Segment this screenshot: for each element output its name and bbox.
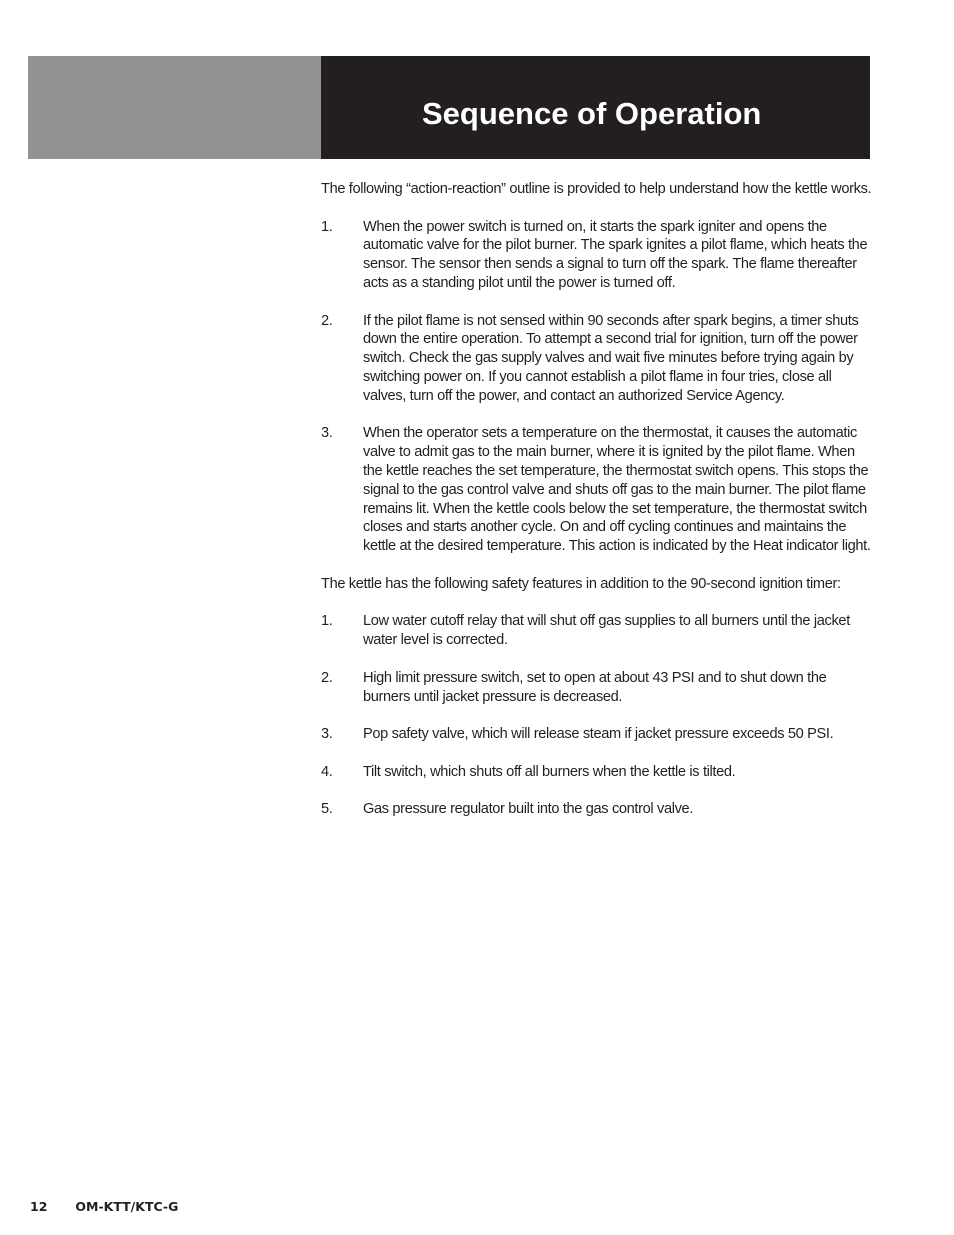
list-item xyxy=(321,218,872,293)
list-item-text: Low water cutoff relay that will shut off gas supplies to all burners until the jacket water level is corrected. xyxy=(363,613,850,649)
main-content xyxy=(321,180,872,838)
list-item-text: Pop safety valve, which will release steam if jacket pressure exceeds 50 PSI. xyxy=(363,726,834,743)
list-item xyxy=(321,669,872,707)
list-item-number: 3. xyxy=(321,425,333,442)
list-item xyxy=(321,763,872,782)
document-code: OM-KTT/KTC-G xyxy=(75,1199,179,1214)
list-item-text: High limit pressure switch, set to open at about 43 PSI and to shut down the burners until jacket pressure is decreased. xyxy=(363,669,827,705)
header-gray-block xyxy=(28,56,321,159)
operation-steps-list xyxy=(321,218,872,556)
list-item-text: When the power switch is turned on, it starts the spark igniter and opens the automatic valve for the pilot burner. The spark ignites a pilot flame, which heats the sensor. The sensor then sends a signal to turn off the spark. The flame thereafter acts as a standing pilot until the power is turned off. xyxy=(363,218,868,291)
safety-intro-paragraph: The kettle has the following safety features in addition to the 90-second ignition timer: xyxy=(321,575,841,592)
list-item-text: Gas pressure regulator built into the gas control valve. xyxy=(363,801,694,818)
list-item-text: Tilt switch, which shuts off all burners when the kettle is tilted. xyxy=(363,763,736,780)
list-item-number: 5. xyxy=(321,801,333,818)
list-item xyxy=(321,612,872,650)
list-item-number: 2. xyxy=(321,669,333,686)
list-item-number: 1. xyxy=(321,613,333,630)
list-item xyxy=(321,312,872,406)
list-item xyxy=(321,424,872,556)
page-footer xyxy=(30,1198,178,1216)
safety-features-list xyxy=(321,612,872,819)
list-item xyxy=(321,725,872,744)
intro-paragraph: The following “action-reaction” outline is provided to help understand how the kettle works. xyxy=(321,181,872,197)
page-number: 12 xyxy=(30,1199,48,1214)
list-item-text: If the pilot flame is not sensed within 90 seconds after spark begins, a timer shuts down the entire operation. To attempt a second trial for ignition, turn off the power switch. Check the gas supply valves and wait five minutes before trying again by switching power on. If you cannot establish a pilot flame in four tries, close all valves, turn off the power, and contact an authorized Service Agency. xyxy=(363,312,859,404)
list-item-number: 2. xyxy=(321,312,333,329)
page-title: Sequence of Operation xyxy=(422,96,762,131)
list-item-text: When the operator sets a temperature on the thermostat, it causes the automatic valve to admit gas to the main burner, where it is ignited by the pilot flame. When the kettle reaches the set temperature, the thermostat switch opens. This stops the signal to the gas control valve and shuts off gas to the main burner. The pilot flame remains lit. When the kettle cools below the set temperature, the thermostat switch closes and starts another cycle. On and off cycling continues and maintains the kettle at the desired temperature. This action is indicated by the Heat indicator light. xyxy=(363,425,871,555)
list-item-number: 4. xyxy=(321,763,333,780)
list-item xyxy=(321,800,872,819)
list-item-number: 1. xyxy=(321,218,333,235)
list-item-number: 3. xyxy=(321,726,333,743)
